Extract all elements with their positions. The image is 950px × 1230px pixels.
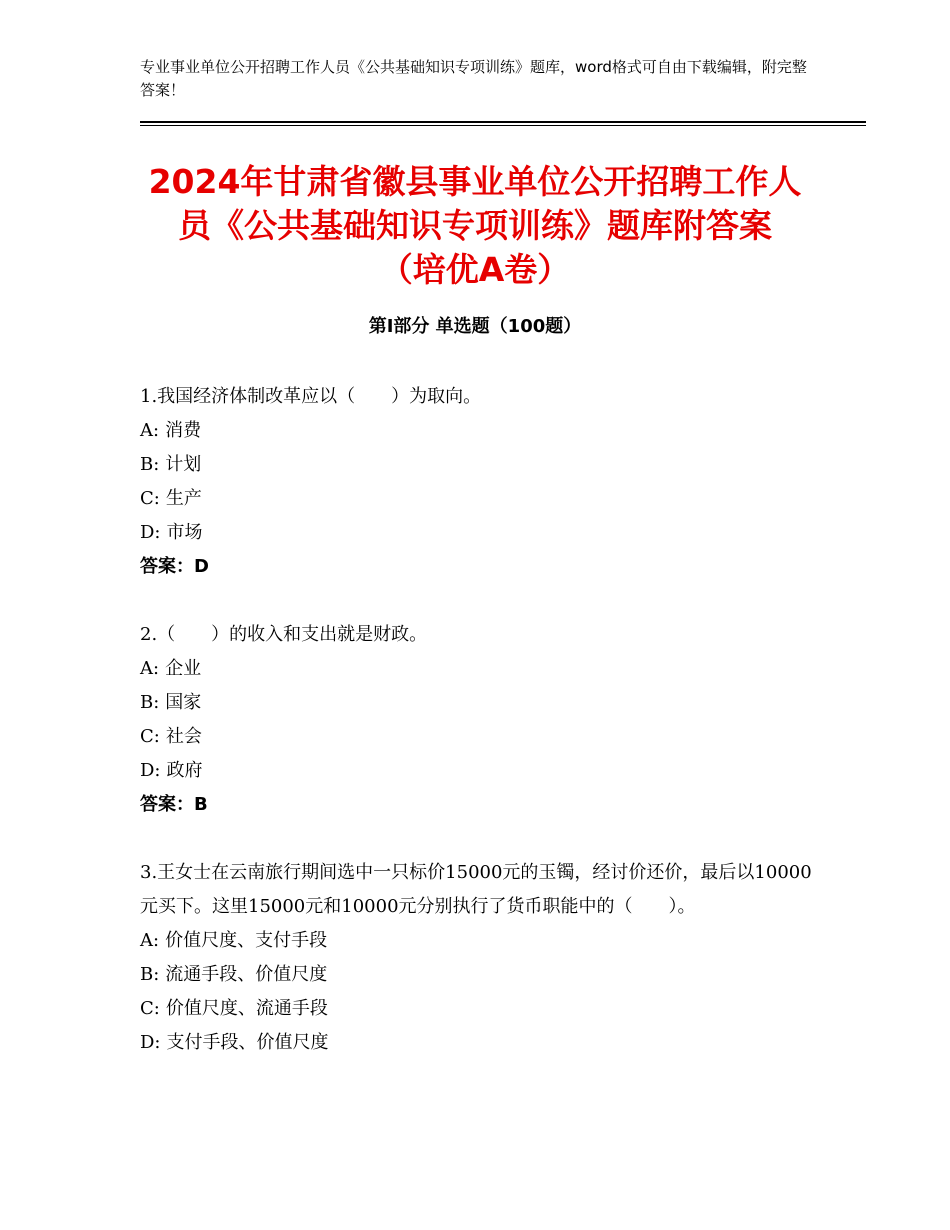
question-stem: 1.我国经济体制改革应以（ ）为取向。	[140, 386, 482, 407]
option-text: 消费	[165, 420, 202, 441]
option-key: D:	[140, 522, 161, 543]
question-list	[140, 380, 820, 1094]
option-c	[140, 720, 820, 754]
option-d	[140, 516, 820, 550]
option-key: B:	[140, 964, 160, 985]
question-2	[140, 618, 820, 822]
option-d	[140, 1026, 820, 1060]
option-text: 计划	[165, 454, 202, 475]
option-key: B:	[140, 692, 160, 713]
question-1	[140, 380, 820, 584]
option-a	[140, 924, 820, 958]
option-d	[140, 754, 820, 788]
option-key: A:	[140, 930, 160, 951]
option-text: 国家	[165, 692, 202, 713]
document-title	[120, 160, 830, 292]
document-title-line-2: 员《公共基础知识专项训练》题库附答案	[178, 206, 772, 245]
option-text: 支付手段、价值尺度	[166, 1032, 329, 1053]
option-b	[140, 958, 820, 992]
option-b	[140, 686, 820, 720]
option-text: 价值尺度、支付手段	[165, 930, 328, 951]
option-key: B:	[140, 454, 160, 475]
header-divider	[140, 121, 866, 126]
option-key: A:	[140, 658, 160, 679]
option-c	[140, 992, 820, 1026]
header-note: 专业事业单位公开招聘工作人员《公共基础知识专项训练》题库，word格式可自由下载编辑，附完整答案！	[140, 58, 807, 99]
option-text: 市场	[166, 522, 203, 543]
header-divider-thick	[140, 121, 866, 123]
option-text: 流通手段、价值尺度	[165, 964, 328, 985]
question-stem: 2.（ ）的收入和支出就是财政。	[140, 624, 428, 645]
option-b	[140, 448, 820, 482]
option-key: D:	[140, 760, 161, 781]
option-c	[140, 482, 820, 516]
document-title-line-1: 2024年甘肃省徽县事业单位公开招聘工作人	[148, 162, 802, 201]
option-text: 社会	[165, 726, 202, 747]
document-title-line-3: （培优A卷）	[379, 250, 571, 289]
option-key: D:	[140, 1032, 161, 1053]
option-a	[140, 414, 820, 448]
answer-line: 答案：D	[140, 556, 209, 577]
option-a	[140, 652, 820, 686]
option-key: A:	[140, 420, 160, 441]
answer-line: 答案：B	[140, 794, 208, 815]
option-key: C:	[140, 488, 160, 509]
option-key: C:	[140, 726, 160, 747]
option-key: C:	[140, 998, 160, 1019]
option-text: 企业	[165, 658, 202, 679]
section-title: 第Ⅰ部分 单选题（100题）	[368, 316, 582, 337]
option-text: 政府	[166, 760, 203, 781]
option-text: 价值尺度、流通手段	[165, 998, 328, 1019]
option-text: 生产	[165, 488, 202, 509]
header-divider-thin	[140, 125, 866, 126]
question-stem: 3.王女士在云南旅行期间选中一只标价15000元的玉镯，经讨价还价，最后以10000元买下。这里15000元和10000元分别执行了货币职能中的（ ）。	[140, 862, 812, 917]
question-3	[140, 856, 820, 1060]
